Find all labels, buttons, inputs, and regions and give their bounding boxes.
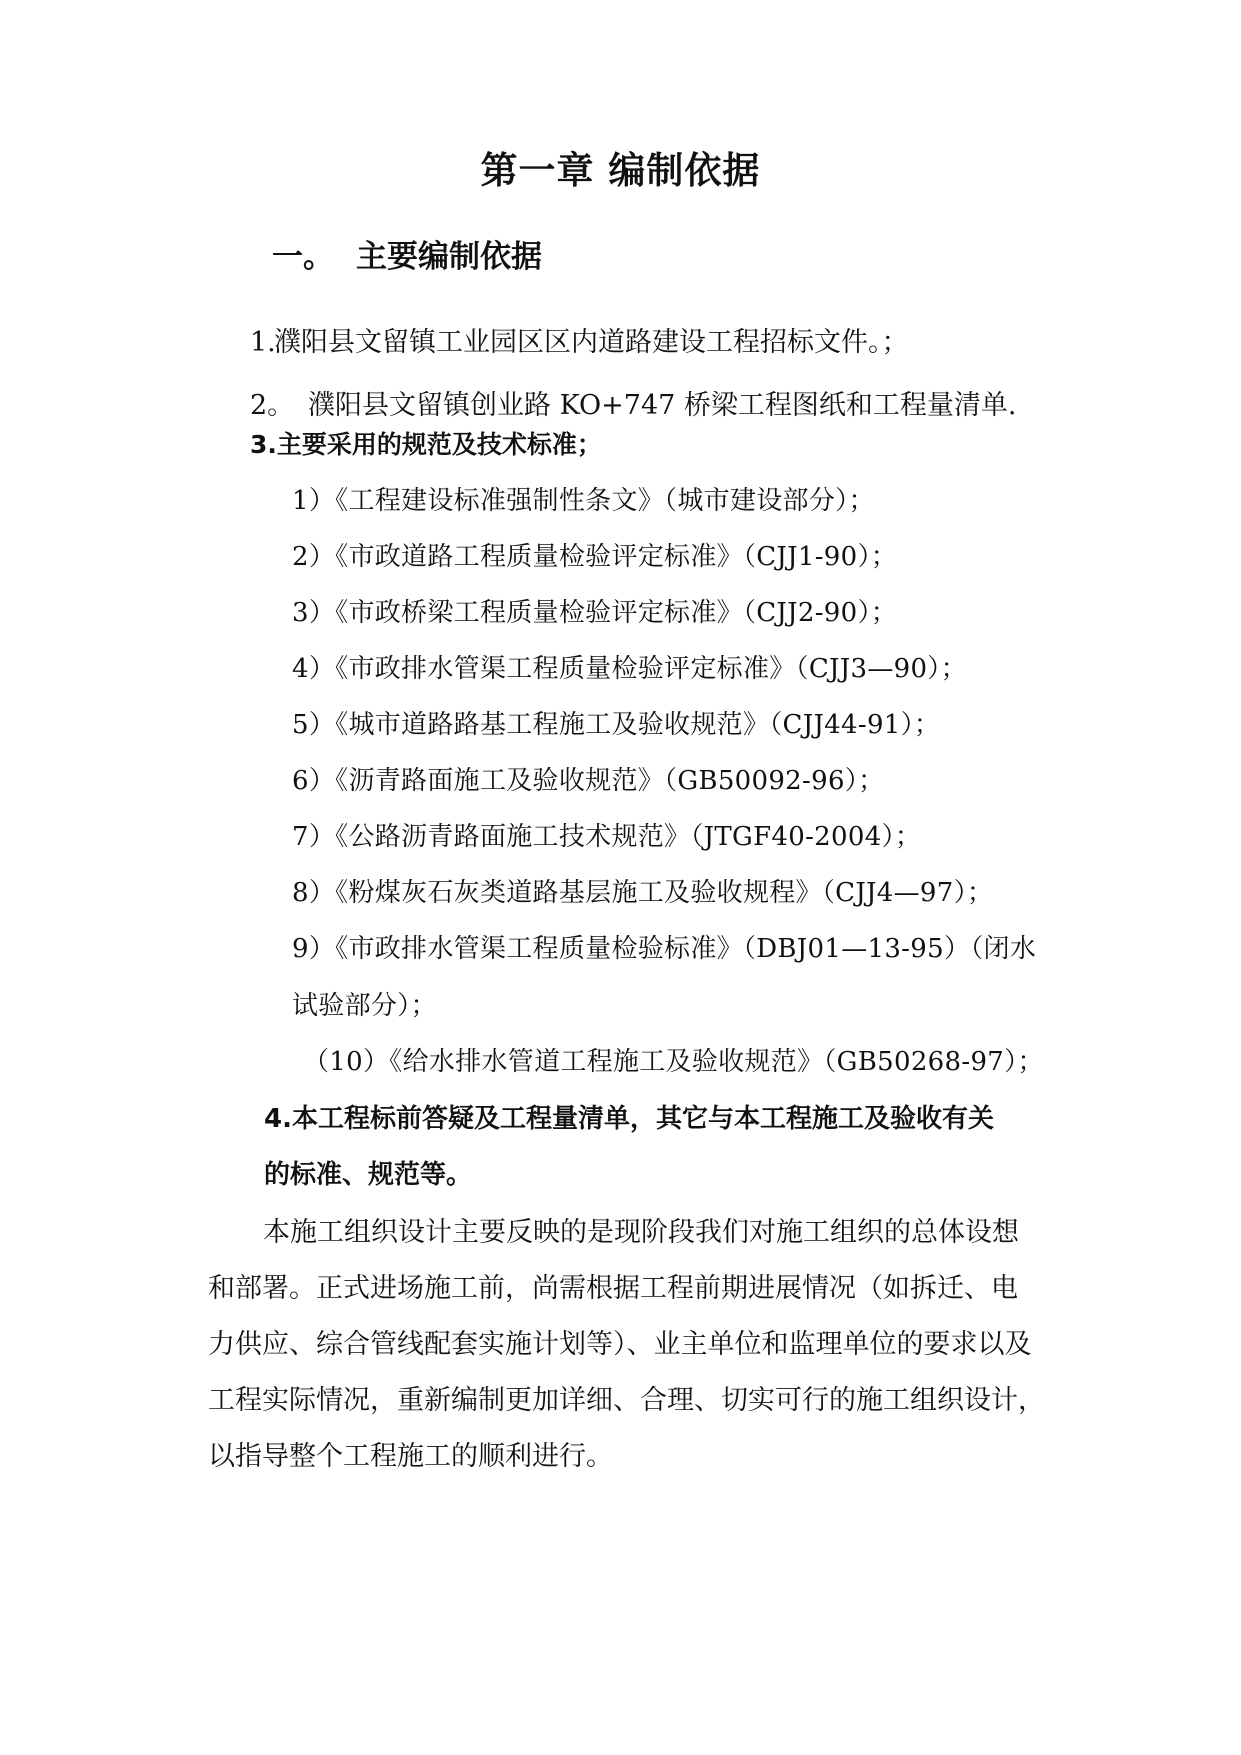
section-number: 一。 xyxy=(272,239,334,275)
basis-item-1-text: 濮阳县文留镇工业园区区内道路建设工程招标文件。； xyxy=(274,327,909,358)
standard-item-8: 8）《粉煤灰石灰类道路基层施工及验收规程》（CJJ4—97）； xyxy=(292,878,994,908)
body-paragraph-line-4: 工程实际情况，重新编制更加详细、合理、切实可行的施工组织设计， xyxy=(208,1385,1045,1416)
basis-item-1-number: 1. xyxy=(250,327,276,358)
body-paragraph-line-5: 以指导整个工程施工的顺利进行。 xyxy=(208,1441,613,1472)
basis-item-4-line-1: 4.本工程标前答疑及工程量清单，其它与本工程施工及验收有关 xyxy=(264,1104,994,1134)
basis-item-2-text: 濮阳县文留镇创业路 KO+747 桥梁工程图纸和工程量清单. xyxy=(308,390,1017,421)
standard-item-3: 3）《市政桥梁工程质量检验评定标准》（CJJ2-90）； xyxy=(292,598,898,628)
standard-item-9: 9）《市政排水管渠工程质量检验标准》（DBJ01—13-95）（闭水 xyxy=(292,934,1037,964)
section-heading xyxy=(272,239,542,275)
section-title: 主要编制依据 xyxy=(356,239,542,275)
basis-item-1 xyxy=(250,329,909,356)
standard-item-4: 4）《市政排水管渠工程质量检验评定标准》（CJJ3—90）； xyxy=(292,654,967,684)
basis-item-2-number: 2。 xyxy=(250,390,295,421)
body-paragraph-line-1: 本施工组织设计主要反映的是现阶段我们对施工组织的总体设想 xyxy=(263,1217,1019,1248)
standard-item-2: 2）《市政道路工程质量检验评定标准》（CJJ1-90）； xyxy=(292,542,898,572)
body-paragraph-line-3: 力供应、综合管线配套实施计划等）、业主单位和监理单位的要求以及 xyxy=(208,1329,1032,1360)
standard-item-6: 6）《沥青路面施工及验收规范》（GB50092-96）； xyxy=(292,766,885,796)
standard-item-10: （10）《给水排水管道工程施工及验收规范》（GB50268-97）； xyxy=(303,1047,1044,1077)
basis-item-3: 3.主要采用的规范及技术标准； xyxy=(250,430,602,459)
basis-item-4-line-2: 的标准、规范等。 xyxy=(264,1160,473,1190)
standard-item-7: 7）《公路沥青路面施工技术规范》（JTGF40-2004）； xyxy=(292,822,922,852)
chapter-title: 第一章 编制依据 xyxy=(480,149,761,192)
standard-item-9-continuation: 试验部分）； xyxy=(292,991,437,1021)
standard-item-1: 1）《工程建设标准强制性条文》（城市建设部分）； xyxy=(292,486,875,516)
standard-item-5: 5）《城市道路路基工程施工及验收规范》（CJJ44-91）； xyxy=(292,710,941,740)
body-paragraph-line-2: 和部署。正式进场施工前，尚需根据工程前期进展情况（如拆迁、电 xyxy=(208,1273,1018,1304)
basis-item-2 xyxy=(250,392,1017,419)
